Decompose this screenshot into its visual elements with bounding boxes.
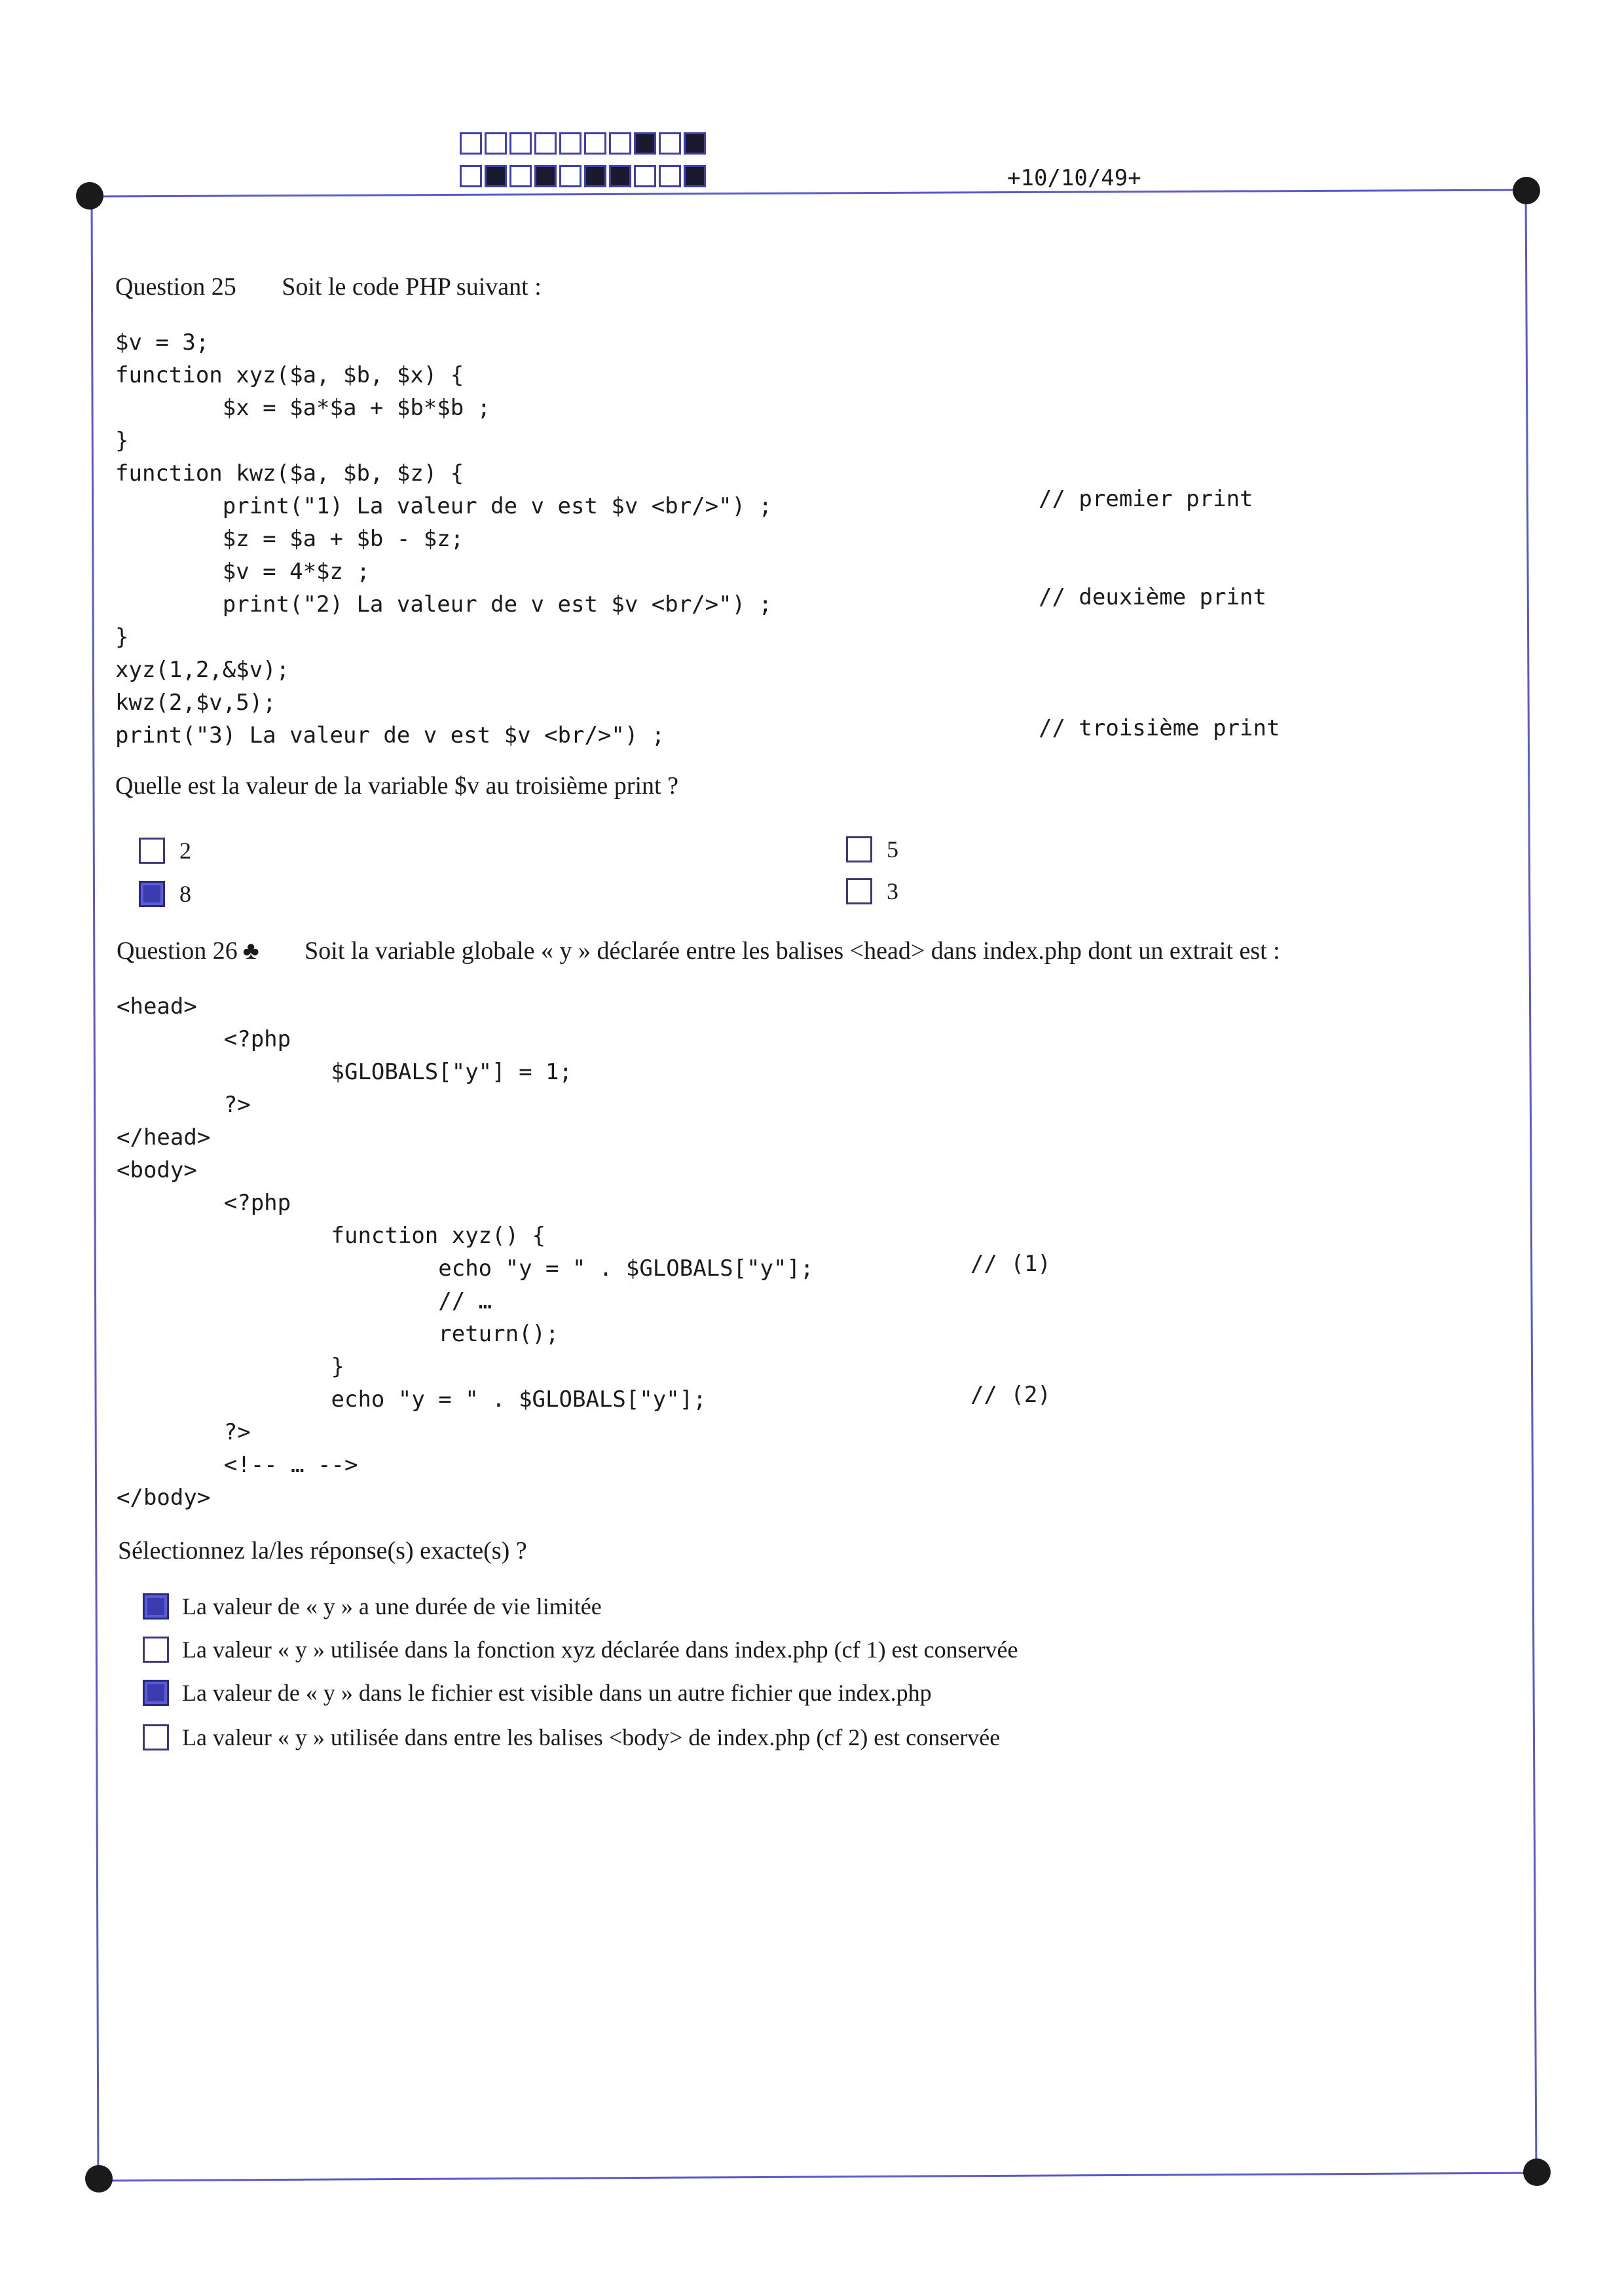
q25-option-5[interactable] — [846, 836, 898, 863]
q26-code: <head> <?php $GLOBALS["y"] = 1; ?> </head> <body> <?php function xyz() { echo "y = " . $GLOBALS["y"]; // … return(); } echo "y = " . $GLOBALS["y"]; ?> <!-- … --> </body> — [117, 993, 814, 1511]
id-bit — [460, 132, 482, 155]
q26-intro: Soit la variable globale « y » déclarée entre les balises <head> dans index.php dont un extrait est : — [304, 937, 1280, 965]
q26-option-2[interactable] — [143, 1636, 1018, 1663]
checkbox[interactable] — [143, 1724, 169, 1750]
option-label: 8 — [179, 881, 191, 907]
option-label: 2 — [179, 838, 191, 864]
id-bit — [584, 165, 606, 187]
id-bit — [684, 165, 706, 187]
registration-mark-top-left — [76, 182, 103, 210]
checkbox[interactable] — [139, 881, 165, 907]
id-bit — [634, 132, 656, 155]
id-bit — [684, 132, 706, 155]
q25-comment-1: // premier print — [1039, 486, 1253, 512]
id-bit — [559, 165, 581, 187]
registration-mark-top-right — [1513, 177, 1540, 204]
id-bit — [485, 132, 507, 155]
option-label: 3 — [887, 878, 898, 904]
id-bit — [609, 132, 631, 155]
q26-number: Question 26 — [117, 937, 238, 965]
id-bit — [659, 132, 681, 155]
checkbox[interactable] — [143, 1637, 169, 1663]
id-bit — [534, 132, 557, 155]
checkbox[interactable] — [143, 1680, 169, 1706]
q25-intro: Soit le code PHP suivant : — [282, 273, 542, 301]
q26-option-4[interactable] — [143, 1724, 1000, 1751]
option-label: La valeur de « y » dans le fichier est visible dans un autre fichier que index.php — [182, 1680, 932, 1706]
q25-title — [115, 272, 542, 301]
id-bit — [634, 165, 656, 187]
registration-mark-bottom-left — [85, 2165, 113, 2193]
page-id: +10/10/49+ — [1007, 165, 1141, 191]
checkbox[interactable] — [139, 838, 165, 864]
q26-comment-2: // (2) — [970, 1382, 1051, 1408]
registration-mark-bottom-right — [1523, 2158, 1551, 2186]
q26-option-1[interactable] — [143, 1593, 602, 1620]
id-boxes-row-1 — [460, 132, 709, 155]
id-boxes-row-2 — [460, 165, 709, 187]
id-bit — [509, 132, 532, 155]
q25-prompt: Quelle est la valeur de la variable $v au troisième print ? — [115, 772, 678, 800]
id-bit — [534, 165, 557, 187]
q25-code: $v = 3; function xyz($a, $b, $x) { $x = $a*$a + $b*$b ; } function kwz($a, $b, $z) { print("1) La valeur de v est $v <br/>") ; $z = $a + $b - $z; $v = 4*$z ; print("2) La valeur de v est $v <br/>") ; } xyz(1,2,&$v); kwz(2,$v,5); print("3) La valeur de v est $v <br/>") ; — [115, 329, 773, 749]
q25-comment-3: // troisième print — [1039, 715, 1280, 741]
q26-title — [117, 936, 1280, 965]
id-bit — [609, 165, 631, 187]
checkbox[interactable] — [846, 836, 872, 862]
id-bit — [559, 132, 581, 155]
option-label: La valeur de « y » a une durée de vie limitée — [182, 1593, 602, 1620]
id-bit — [509, 165, 532, 187]
q25-comment-2: // deuxième print — [1039, 584, 1266, 610]
q25-option-3[interactable] — [846, 878, 898, 905]
id-bit — [485, 165, 507, 187]
checkbox[interactable] — [846, 878, 872, 904]
checkbox[interactable] — [143, 1593, 169, 1620]
option-label: La valeur « y » utilisée dans entre les balises <body> de index.php (cf 2) est conservée — [182, 1724, 1001, 1750]
q25-option-8[interactable] — [139, 880, 191, 908]
q26-comment-1: // (1) — [970, 1251, 1051, 1277]
option-label: La valeur « y » utilisée dans la fonction xyz déclarée dans index.php (cf 1) est conservée — [182, 1637, 1018, 1663]
q25-option-2[interactable] — [139, 837, 191, 864]
club-icon: ♣ — [242, 937, 259, 965]
id-bit — [460, 165, 482, 187]
id-bit — [659, 165, 681, 187]
id-bit — [584, 132, 606, 155]
option-label: 5 — [887, 836, 898, 862]
q25-number: Question 25 — [115, 273, 236, 301]
q26-option-3[interactable] — [143, 1679, 932, 1707]
q26-prompt: Sélectionnez la/les réponse(s) exacte(s) ? — [118, 1537, 527, 1565]
